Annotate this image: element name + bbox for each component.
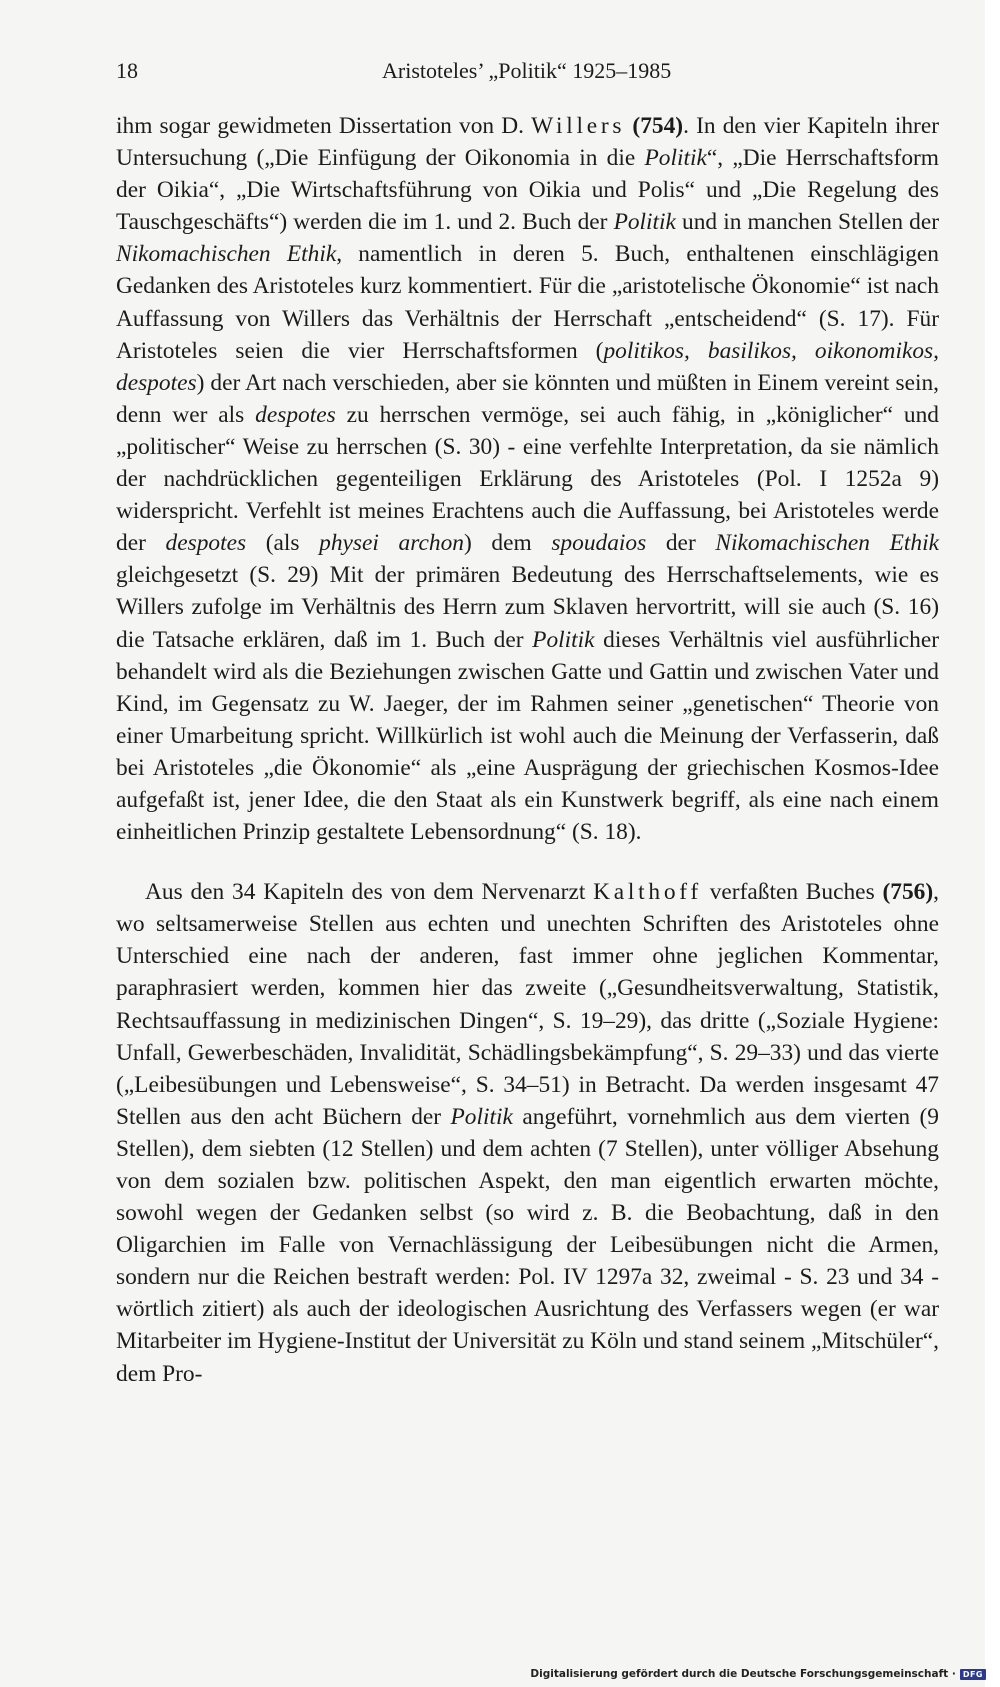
- text-run: ) dem: [463, 530, 552, 557]
- dfg-logo-icon: DFG: [960, 1669, 986, 1680]
- text-run: Politik: [644, 145, 707, 172]
- page-margin: [985, 0, 1000, 1687]
- text-run: zu herrschen vermöge, sei auch fähig, in „königlicher“ und „politischer“ Weise zu herrschen (S. 30) - eine verfehlte Interpretation, da sie nämlich der nachdrücklichen gegenteiligen Erklärung des Aristoteles (Pol. I 1252a 9) widerspricht. Verfehlt ist meines Erachtens auch die Auffassung, bei Aristoteles werde der: [116, 401, 939, 557]
- paragraph-1: [116, 110, 939, 848]
- text-run: (754): [632, 113, 684, 139]
- page-number: 18: [116, 58, 138, 83]
- text-run: Nikomachischen Ethik: [715, 530, 939, 557]
- text-run: angeführt, vornehmlich aus dem vierten (9 Stellen), dem siebten (12 Stellen) und dem achten (7 Stellen), unter völliger Absehung von dem sozialen bzw. politischen Aspekt, den man eigentlich erwarten möchte, sowohl wegen der Gedanken selbst (so wird z. B. die Beobachtung, daß in den Oligarchien im Falle von Vernachlässigung der Leibesübungen nicht die Armen, sondern nur die Reichen bestraft werden: Pol. IV 1297a 32, zweimal - S. 23 und 34 - wörtlich zitiert) als auch der ideologischen Ausrichtung des Verfassers wegen (er war Mitarbeiter im Hygiene-Institut der Universität zu Köln und stand seinem „Mitschüler“, dem Pro-: [116, 1103, 940, 1387]
- text-run: und in manchen Stellen der: [675, 209, 939, 236]
- digitization-footer: [530, 1668, 986, 1680]
- text-run: Willers: [531, 113, 626, 139]
- text-run: spoudaios: [551, 530, 647, 557]
- text-run: der: [646, 530, 716, 557]
- text-run: despotes: [255, 401, 336, 428]
- text-run: Kalthoff: [593, 879, 702, 906]
- footer-text: Digitalisierung gefördert durch die Deutsche Forschungsgemeinschaft ·: [530, 1668, 956, 1680]
- text-run: politikos, basilikos, oikonomikos, despotes: [116, 337, 939, 396]
- text-run: ihm sogar gewidmeten Dissertation von D.: [116, 113, 532, 139]
- paragraph-2: [116, 876, 939, 1390]
- text-run: ) der Art nach verschieden, aber sie könnten und müßten in Einem vereint sein, denn wer als: [116, 369, 939, 428]
- body-text: [116, 110, 939, 1390]
- text-run: . In den vier Kapiteln ihrer Untersuchung („Die Einfügung der Oikonomia in die: [116, 113, 939, 172]
- text-run: “, „Die Herrschaftsform der Oikia“, „Die Wirtschaftsführung von Oikia und Polis“ und „Die Regelung des Tauschgeschäfts“) werden die im 1. und 2. Buch der: [116, 145, 939, 236]
- running-title: Aristoteles’ „Politik“ 1925–1985: [382, 58, 672, 83]
- text-run: (756): [882, 879, 934, 906]
- text-run: Politik: [450, 1103, 513, 1130]
- text-run: , wo seltsamerweise Stellen aus echten und unechten Schriften des Aristoteles ohne Unterschied eine nach der anderen, fast immer ohne jeglichen Kommentar, paraphrasiert werden, kommen hier das zweite („Gesundheitsverwaltung, Statistik, Rechtsauffassung in medizinischen Dingen“, S. 19–29), das dritte („Soziale Hygiene: Unfall, Gewerbeschäden, Invalidität, Schädlingsbekämpfung“, S. 29–33) und das vierte („Leibesübungen und Lebensweise“, S. 34–51) in Betracht. Da werden insgesamt 47 Stellen aus den acht Büchern der: [116, 879, 939, 1130]
- text-run: dieses Verhältnis viel ausführlicher behandelt wird als die Beziehungen zwischen Gatte und Gattin und zwischen Vater und Kind, im Gegensatz zu W. Jaeger, der im Rahmen seiner „genetischen“ Theorie von einer Umarbeitung spricht. Willkürlich ist wohl auch die Meinung der Verfasserin, daß bei Aristoteles „die Ökonomie“ als „eine Ausprägung der griechischen Kosmos-Idee aufgefaßt ist, jener Idee, die den Staat als ein Kunstwerk begriff, als eine nach einem einheitlichen Prinzip gestaltete Lebensordnung“ (S. 18).: [116, 626, 939, 846]
- text-run: , namentlich in deren 5. Buch, enthaltenen einschlägigen Gedanken des Aristoteles kurz kommentiert. Für die „aristotelische Ökonomie“ ist nach Auffassung von Willers das Verhältnis der Herrschaft „entscheidend“ (S. 17). Für Aristoteles seien die vier Herrschaftsformen (: [116, 241, 940, 364]
- page-header: [116, 58, 939, 90]
- text-run: physei archon: [319, 530, 464, 557]
- text-run: Politik: [613, 209, 676, 236]
- text-run: despotes: [165, 530, 247, 557]
- text-run: (als: [246, 530, 320, 557]
- text-run: gleichgesetzt (S. 29) Mit der primären Bedeutung des Herrschaftselements, wie es Willers zufolge im Verhältnis des Herrn zum Sklaven hervortritt, will sie auch (S. 16) die Tatsache erklären, daß im 1. Buch der: [116, 562, 939, 653]
- text-run: verfaßten Buches: [701, 879, 883, 906]
- text-run: Aus den 34 Kapiteln des von dem Nervenarzt: [145, 879, 594, 906]
- text-run: Nikomachischen Ethik: [116, 241, 337, 268]
- text-run: Politik: [532, 626, 595, 653]
